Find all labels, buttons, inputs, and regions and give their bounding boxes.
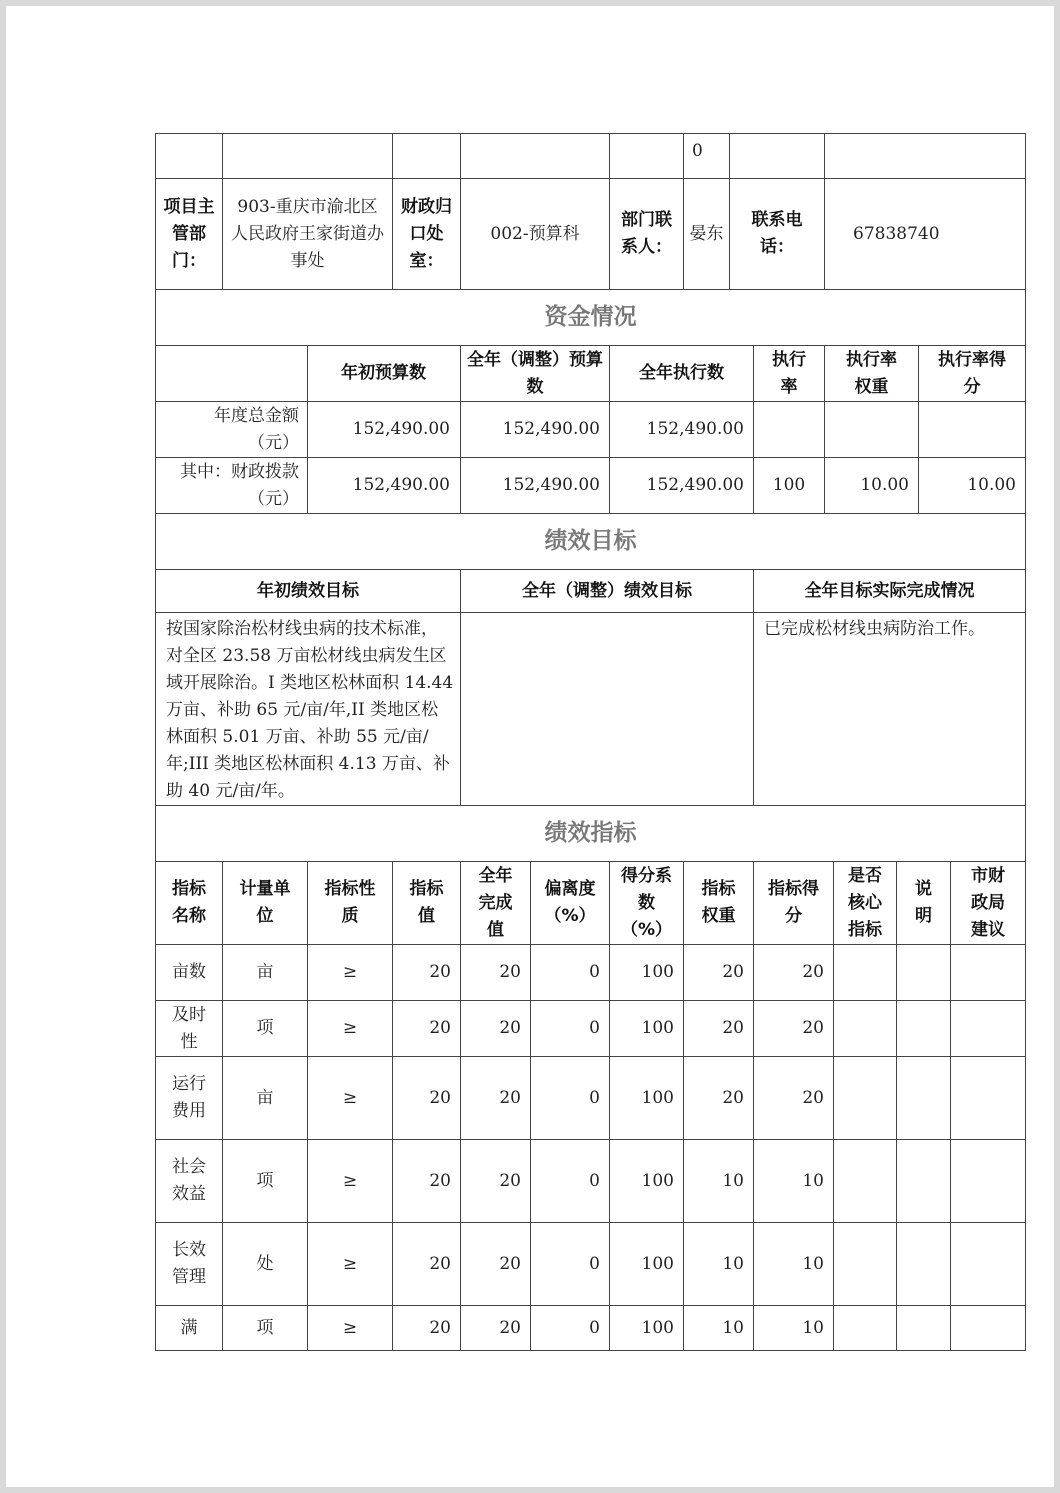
table-rule — [609, 133, 610, 289]
office-label: 财政归口处室： — [401, 196, 452, 271]
ind-row-6-unit: 项 — [256, 1317, 274, 1338]
funds-header-score: 执行率得分 — [938, 349, 1006, 397]
funds-row-fiscal-weight: 10.00 — [860, 475, 909, 495]
ind-header-coef: 得分系数（%） — [620, 865, 673, 940]
funds-row-fiscal-score: 10.00 — [967, 475, 1016, 495]
ind-row-2-done: 20 — [499, 1018, 521, 1038]
table-rule — [824, 133, 825, 289]
ind-row-6-dev: 0 — [589, 1317, 600, 1338]
ind-row-4-name: 社会效益 — [172, 1157, 206, 1204]
table-rule — [896, 861, 897, 1350]
table-rule — [753, 569, 754, 805]
ind-row-5-weight: 10 — [722, 1253, 744, 1274]
funds-header-adjusted: 全年（调整）预算数 — [467, 349, 603, 397]
table-rule — [824, 345, 825, 513]
ind-row-6-score: 10 — [802, 1317, 824, 1338]
funds-row-total-adjusted: 152,490.00 — [502, 419, 600, 439]
contact-label: 部门联系人： — [621, 210, 672, 257]
table-rule — [222, 861, 223, 1350]
ind-row-5-unit: 处 — [256, 1253, 274, 1274]
table-rule — [753, 345, 754, 513]
table-rule — [460, 345, 461, 513]
table-rule — [460, 133, 461, 289]
funds-row-total-score — [919, 402, 1025, 457]
ind-row-3-nature: ≥ — [342, 1087, 358, 1108]
office-value: 002-预算科 — [490, 223, 580, 244]
ind-row-1-score: 20 — [802, 962, 824, 982]
ind-row-2-score: 20 — [802, 1018, 824, 1038]
table-rule — [683, 133, 684, 289]
table-rule — [1025, 133, 1026, 1351]
table-rule — [307, 345, 308, 513]
ind-row-2-nature: ≥ — [342, 1018, 358, 1038]
funds-row-fiscal-label: 其中：财政拨款（元） — [180, 461, 299, 509]
ind-row-4-coef: 100 — [641, 1170, 674, 1191]
ind-row-5-score: 10 — [802, 1253, 824, 1274]
goals-initial-text: 按国家除治松材线虫病的技术标准，对全区 23.58 万亩松材线虫病发生区域开展除治。I 类地区松林面积 14.44 万亩、补助 65 元/亩/年,II 类地区松林面积 5.01 万亩、补助 55 元/亩/年;III 类地区松林面积 4.13 万亩、补助 40 元/亩/年。 — [166, 619, 454, 801]
ind-header-nature: 指标性质 — [324, 879, 376, 926]
ind-row-5-nature: ≥ — [342, 1253, 358, 1274]
ind-row-2-weight: 20 — [722, 1018, 744, 1038]
ind-row-2-value: 20 — [429, 1018, 451, 1038]
ind-row-4-weight: 10 — [722, 1170, 744, 1191]
goals-actual-text: 已完成松材线虫病防治工作。 — [764, 619, 985, 639]
ind-header-name: 指标名称 — [172, 879, 206, 926]
ind-row-1-dev: 0 — [589, 962, 600, 982]
document-page — [6, 6, 1054, 1487]
funds-row-total-executed: 152,490.00 — [646, 419, 744, 439]
goals-section-title: 绩效目标 — [544, 528, 637, 554]
table-rule — [729, 133, 730, 289]
table-rule — [609, 861, 610, 1350]
table-rule — [222, 133, 223, 289]
ind-header-note: 说明 — [915, 879, 932, 926]
funds-header-weight: 执行率权重 — [846, 349, 897, 397]
table-rule — [530, 861, 531, 1350]
table-rule — [683, 861, 684, 1350]
table-rule — [392, 861, 393, 1350]
ind-row-3-dev: 0 — [589, 1087, 600, 1108]
ind-row-1-value: 20 — [429, 962, 451, 982]
funds-header-executed: 全年执行数 — [639, 363, 724, 383]
ind-row-6-name: 满 — [180, 1317, 198, 1338]
table-rule — [950, 861, 951, 1350]
ind-header-suggestion: 市财政局建议 — [971, 865, 1005, 940]
table-rule — [155, 178, 1026, 179]
goals-header-initial: 年初绩效目标 — [257, 580, 359, 601]
goals-header-adjusted: 全年（调整）绩效目标 — [522, 580, 692, 601]
ind-row-2-dev: 0 — [589, 1018, 600, 1038]
ind-row-5-name: 长效管理 — [172, 1240, 206, 1287]
ind-row-2-name: 及时性 — [172, 1004, 206, 1052]
funds-row-total-budget: 152,490.00 — [352, 419, 450, 439]
ind-row-3-weight: 20 — [722, 1087, 744, 1108]
ind-row-1-unit: 亩 — [256, 962, 274, 982]
table-rule — [155, 805, 1026, 806]
funds-row-fiscal-adjusted: 152,490.00 — [502, 475, 600, 495]
table-rule — [155, 289, 1026, 290]
funds-row-fiscal-rate: 100 — [772, 475, 806, 495]
table-rule — [155, 133, 156, 1351]
funds-row-total-rate — [754, 402, 824, 457]
dept-value: 903-重庆市渝北区人民政府王家街道办事处 — [231, 196, 384, 271]
ind-row-6-done: 20 — [499, 1317, 521, 1338]
table-rule — [609, 345, 610, 513]
ind-row-4-dev: 0 — [589, 1170, 600, 1191]
ind-row-4-done: 20 — [499, 1170, 521, 1191]
ind-row-3-value: 20 — [429, 1087, 451, 1108]
ind-row-4-value: 20 — [429, 1170, 451, 1191]
ind-row-6-value: 20 — [429, 1317, 451, 1338]
ind-header-value: 指标值 — [409, 879, 444, 926]
table-rule — [155, 612, 1026, 613]
ind-row-3-unit: 亩 — [256, 1087, 274, 1108]
ind-header-core: 是否核心指标 — [848, 865, 882, 940]
table-rule — [155, 401, 1026, 402]
ind-header-done: 全年完成值 — [478, 865, 513, 940]
ind-row-4-unit: 项 — [256, 1170, 274, 1191]
table-rule — [460, 569, 461, 805]
table-rule — [155, 569, 1026, 570]
table-rule — [392, 133, 393, 289]
indicators-section-title: 绩效指标 — [544, 820, 637, 846]
table-rule — [155, 457, 1026, 458]
table-rule — [155, 345, 1026, 346]
funds-row-fiscal-budget: 152,490.00 — [352, 475, 450, 495]
ind-row-5-done: 20 — [499, 1253, 521, 1274]
table-rule — [307, 861, 308, 1350]
ind-row-1-done: 20 — [499, 962, 521, 982]
ind-row-5-value: 20 — [429, 1253, 451, 1274]
funds-section-title: 资金情况 — [544, 304, 637, 330]
table-rule — [918, 345, 919, 513]
funds-header-rate: 执行率 — [772, 349, 806, 397]
goals-adjusted-text — [461, 613, 753, 805]
ind-row-3-score: 20 — [802, 1087, 824, 1108]
ind-header-weight: 指标权重 — [701, 879, 736, 926]
ind-row-2-coef: 100 — [641, 1018, 674, 1038]
ind-row-5-coef: 100 — [641, 1253, 674, 1274]
table-rule — [155, 133, 1026, 134]
row0-value: 0 — [692, 141, 703, 161]
contact-value: 晏东 — [689, 223, 724, 244]
table-rule — [833, 861, 834, 1350]
ind-row-3-coef: 100 — [641, 1087, 674, 1108]
table-rule — [460, 861, 461, 1350]
ind-row-3-name: 运行费用 — [172, 1074, 206, 1121]
dept-label: 项目主管部门： — [163, 196, 215, 271]
ind-row-1-name: 亩数 — [172, 962, 206, 982]
ind-row-6-nature: ≥ — [342, 1317, 358, 1338]
funds-row-total-weight — [825, 402, 918, 457]
ind-header-score: 指标得分 — [768, 879, 819, 926]
ind-row-4-score: 10 — [802, 1170, 824, 1191]
funds-row-total-label: 年度总金额（元） — [214, 405, 299, 453]
ind-row-1-nature: ≥ — [342, 962, 358, 982]
ind-header-unit: 计量单位 — [239, 879, 291, 926]
table-rule — [155, 513, 1026, 514]
table-rule — [155, 1350, 1026, 1351]
table-rule — [753, 861, 754, 1350]
phone-value: 67838740 — [853, 223, 940, 244]
ind-row-1-coef: 100 — [641, 962, 674, 982]
ind-row-5-dev: 0 — [589, 1253, 600, 1274]
ind-row-6-coef: 100 — [641, 1317, 674, 1338]
funds-row-fiscal-executed: 152,490.00 — [646, 475, 744, 495]
ind-row-3-done: 20 — [499, 1087, 521, 1108]
ind-row-6-weight: 10 — [722, 1317, 744, 1338]
ind-header-dev: 偏离度（%） — [544, 879, 596, 926]
phone-label: 联系电话： — [751, 210, 803, 257]
goals-header-actual: 全年目标实际完成情况 — [804, 580, 975, 601]
ind-row-2-unit: 项 — [256, 1018, 274, 1038]
funds-header-budget: 年初预算数 — [341, 363, 426, 383]
ind-row-4-nature: ≥ — [342, 1170, 358, 1191]
ind-row-1-weight: 20 — [722, 962, 744, 982]
